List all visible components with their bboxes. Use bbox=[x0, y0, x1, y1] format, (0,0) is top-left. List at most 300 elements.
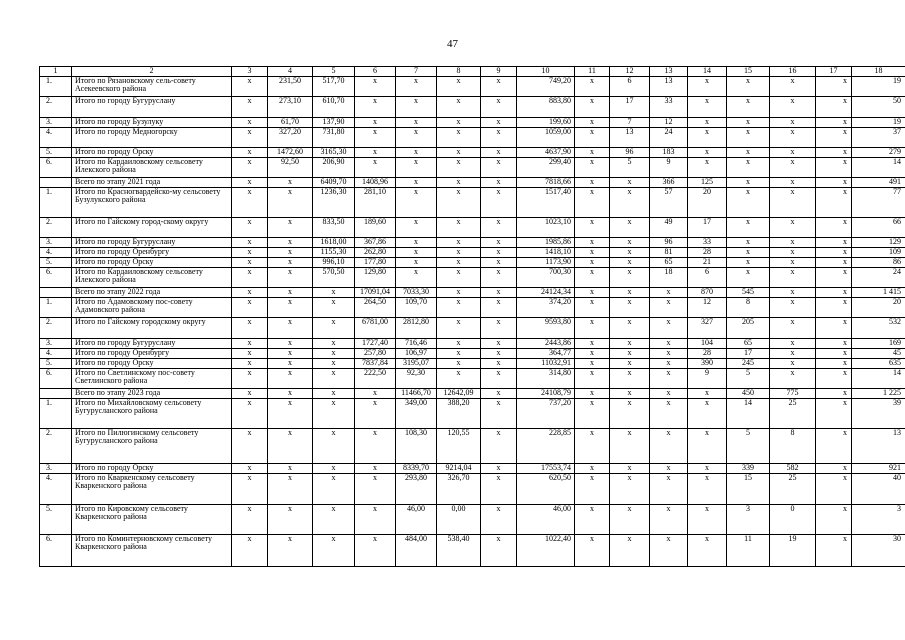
value-cell: х bbox=[313, 388, 355, 398]
value-cell: х bbox=[396, 237, 437, 247]
value-cell: х bbox=[232, 76, 268, 96]
value-cell: х bbox=[770, 96, 816, 117]
value-cell: х bbox=[610, 398, 650, 428]
page-number: 47 bbox=[447, 38, 458, 50]
value-cell: 737,20 bbox=[517, 398, 575, 428]
value-cell: 81 bbox=[650, 247, 688, 257]
value-cell: х bbox=[355, 117, 396, 127]
value-cell: х bbox=[770, 297, 816, 317]
value-cell: 0 bbox=[770, 504, 816, 534]
value-cell: 996,10 bbox=[313, 257, 355, 267]
value-cell: х bbox=[610, 237, 650, 247]
value-cell: 19 bbox=[852, 117, 905, 127]
value-cell: х bbox=[688, 388, 727, 398]
value-cell: 129 bbox=[852, 237, 905, 247]
value-cell: х bbox=[610, 348, 650, 358]
value-cell: х bbox=[481, 287, 517, 297]
column-number-header: 6 bbox=[355, 67, 396, 77]
value-cell: х bbox=[355, 157, 396, 177]
column-number-header: 2 bbox=[72, 67, 232, 77]
row-name-cell: Итого по городу Бугуруслану bbox=[72, 237, 232, 247]
value-cell: 327 bbox=[688, 317, 727, 338]
value-cell: х bbox=[770, 117, 816, 127]
value-cell: х bbox=[313, 534, 355, 566]
value-cell: х bbox=[727, 237, 770, 247]
value-cell: х bbox=[268, 463, 313, 473]
value-cell: 21 bbox=[688, 257, 727, 267]
value-cell: х bbox=[481, 117, 517, 127]
value-cell: х bbox=[727, 267, 770, 287]
value-cell: х bbox=[770, 177, 816, 187]
value-cell: 1418,10 bbox=[517, 247, 575, 257]
value-cell: 169 bbox=[852, 338, 905, 348]
value-cell: х bbox=[232, 297, 268, 317]
value-cell: 1173,90 bbox=[517, 257, 575, 267]
value-cell: х bbox=[481, 398, 517, 428]
value-cell: 1 225 bbox=[852, 388, 905, 398]
value-cell: х bbox=[481, 147, 517, 157]
value-cell: х bbox=[816, 147, 852, 157]
value-cell: х bbox=[816, 388, 852, 398]
value-cell: х bbox=[610, 257, 650, 267]
table-row bbox=[40, 398, 905, 428]
value-cell: х bbox=[268, 338, 313, 348]
value-cell: 13 bbox=[610, 127, 650, 147]
value-cell: х bbox=[268, 187, 313, 217]
value-cell: х bbox=[313, 317, 355, 338]
value-cell: 3195,07 bbox=[396, 358, 437, 368]
value-cell: 716,46 bbox=[396, 338, 437, 348]
value-cell: х bbox=[688, 504, 727, 534]
value-cell: х bbox=[650, 287, 688, 297]
value-cell: 6 bbox=[610, 76, 650, 96]
value-cell: х bbox=[688, 534, 727, 566]
value-cell: х bbox=[650, 338, 688, 348]
value-cell: 390 bbox=[688, 358, 727, 368]
row-number-cell: 4. bbox=[40, 127, 72, 147]
row-name-cell: Итого по городу Орску bbox=[72, 147, 232, 157]
value-cell: х bbox=[232, 534, 268, 566]
value-cell: х bbox=[355, 127, 396, 147]
value-cell: х bbox=[355, 76, 396, 96]
value-cell: х bbox=[610, 177, 650, 187]
value-cell: 17091,04 bbox=[355, 287, 396, 297]
value-cell: 92,50 bbox=[268, 157, 313, 177]
row-number-cell: 6. bbox=[40, 157, 72, 177]
value-cell: х bbox=[575, 388, 610, 398]
row-number-cell: 5. bbox=[40, 358, 72, 368]
value-cell: х bbox=[355, 388, 396, 398]
value-cell: 17 bbox=[688, 217, 727, 237]
value-cell: 8339,70 bbox=[396, 463, 437, 473]
value-cell: 177,80 bbox=[355, 257, 396, 267]
value-cell: 24108,79 bbox=[517, 388, 575, 398]
row-name-cell: Итого по Светлинскому пос-совету Светлинского района bbox=[72, 368, 232, 388]
table-row bbox=[40, 147, 905, 157]
value-cell: 257,80 bbox=[355, 348, 396, 358]
value-cell: х bbox=[688, 398, 727, 428]
value-cell: х bbox=[481, 428, 517, 463]
value-cell: х bbox=[396, 157, 437, 177]
value-cell: х bbox=[575, 287, 610, 297]
table-row bbox=[40, 237, 905, 247]
value-cell: 314,80 bbox=[517, 368, 575, 388]
value-cell: х bbox=[816, 534, 852, 566]
value-cell: х bbox=[481, 338, 517, 348]
value-cell: х bbox=[313, 504, 355, 534]
value-cell: х bbox=[232, 317, 268, 338]
row-number-cell: 4. bbox=[40, 247, 72, 257]
value-cell: х bbox=[481, 348, 517, 358]
value-cell: 1 415 bbox=[852, 287, 905, 297]
value-cell: х bbox=[610, 287, 650, 297]
value-cell: х bbox=[232, 187, 268, 217]
row-number-cell: 3. bbox=[40, 237, 72, 247]
value-cell: х bbox=[575, 187, 610, 217]
row-number-cell: 4. bbox=[40, 473, 72, 504]
value-cell: 13 bbox=[852, 428, 905, 463]
value-cell: 366 bbox=[650, 177, 688, 187]
value-cell: 327,20 bbox=[268, 127, 313, 147]
value-cell: х bbox=[313, 463, 355, 473]
value-cell: 7818,66 bbox=[517, 177, 575, 187]
value-cell: 25 bbox=[770, 398, 816, 428]
value-cell: х bbox=[232, 247, 268, 257]
table-row bbox=[40, 96, 905, 117]
value-cell: х bbox=[575, 177, 610, 187]
value-cell: х bbox=[481, 473, 517, 504]
value-cell: х bbox=[816, 117, 852, 127]
stage-total-row bbox=[40, 287, 905, 297]
value-cell: 206,90 bbox=[313, 157, 355, 177]
value-cell: х bbox=[727, 217, 770, 237]
value-cell: х bbox=[481, 297, 517, 317]
value-cell: х bbox=[481, 358, 517, 368]
row-name-cell: Всего по этапу 2022 года bbox=[72, 287, 232, 297]
column-number-header: 4 bbox=[268, 67, 313, 77]
value-cell: х bbox=[437, 147, 481, 157]
value-cell: 264,50 bbox=[355, 297, 396, 317]
value-cell: х bbox=[481, 76, 517, 96]
value-cell: х bbox=[770, 287, 816, 297]
value-cell: х bbox=[816, 348, 852, 358]
value-cell: х bbox=[437, 267, 481, 287]
value-cell: х bbox=[727, 76, 770, 96]
value-cell: х bbox=[355, 398, 396, 428]
value-cell: х bbox=[268, 247, 313, 257]
value-cell: х bbox=[232, 157, 268, 177]
value-cell: х bbox=[437, 257, 481, 267]
value-cell: х bbox=[575, 257, 610, 267]
value-cell: 7033,30 bbox=[396, 287, 437, 297]
value-cell: х bbox=[232, 388, 268, 398]
value-cell: 349,00 bbox=[396, 398, 437, 428]
value-cell: х bbox=[688, 428, 727, 463]
value-cell: х bbox=[816, 338, 852, 348]
column-number-header: 14 bbox=[688, 67, 727, 77]
value-cell: 9214,04 bbox=[437, 463, 481, 473]
table-row bbox=[40, 257, 905, 267]
value-cell: 1472,60 bbox=[268, 147, 313, 157]
value-cell: х bbox=[232, 473, 268, 504]
value-cell: 109,70 bbox=[396, 297, 437, 317]
value-cell: 2812,80 bbox=[396, 317, 437, 338]
row-number-cell bbox=[40, 388, 72, 398]
value-cell: 65 bbox=[727, 338, 770, 348]
stage-total-row bbox=[40, 388, 905, 398]
value-cell: х bbox=[610, 534, 650, 566]
value-cell: х bbox=[575, 534, 610, 566]
value-cell: х bbox=[575, 157, 610, 177]
value-cell: х bbox=[575, 504, 610, 534]
value-cell: 6 bbox=[688, 267, 727, 287]
table-row bbox=[40, 504, 905, 534]
value-cell: х bbox=[610, 473, 650, 504]
column-number-header: 18 bbox=[852, 67, 905, 77]
value-cell: х bbox=[770, 247, 816, 257]
value-cell: х bbox=[268, 237, 313, 247]
value-cell: 12 bbox=[688, 297, 727, 317]
value-cell: 299,40 bbox=[517, 157, 575, 177]
value-cell: х bbox=[816, 76, 852, 96]
value-cell: х bbox=[313, 287, 355, 297]
value-cell: 538,40 bbox=[437, 534, 481, 566]
value-cell: х bbox=[481, 317, 517, 338]
value-cell: 6781,00 bbox=[355, 317, 396, 338]
value-cell: х bbox=[610, 463, 650, 473]
value-cell: х bbox=[816, 127, 852, 147]
value-cell: х bbox=[610, 267, 650, 287]
value-cell: 17553,74 bbox=[517, 463, 575, 473]
value-cell: х bbox=[437, 338, 481, 348]
value-cell: х bbox=[688, 157, 727, 177]
value-cell: 125 bbox=[688, 177, 727, 187]
value-cell: 367,86 bbox=[355, 237, 396, 247]
value-cell: 24 bbox=[852, 267, 905, 287]
value-cell: 108,30 bbox=[396, 428, 437, 463]
column-number-header: 13 bbox=[650, 67, 688, 77]
value-cell: х bbox=[610, 358, 650, 368]
value-cell: 25 bbox=[770, 473, 816, 504]
column-number-header: 3 bbox=[232, 67, 268, 77]
value-cell: х bbox=[575, 267, 610, 287]
table-header-row bbox=[40, 67, 905, 77]
value-cell: 12 bbox=[650, 117, 688, 127]
value-cell: х bbox=[575, 297, 610, 317]
value-cell: 1155,30 bbox=[313, 247, 355, 257]
value-cell: 11466,70 bbox=[396, 388, 437, 398]
value-cell: х bbox=[650, 398, 688, 428]
value-cell: х bbox=[575, 147, 610, 157]
column-number-header: 9 bbox=[481, 67, 517, 77]
table-row bbox=[40, 534, 905, 566]
value-cell: 3 bbox=[727, 504, 770, 534]
value-cell: 364,77 bbox=[517, 348, 575, 358]
value-cell: х bbox=[688, 76, 727, 96]
value-cell: х bbox=[770, 348, 816, 358]
table-row bbox=[40, 187, 905, 217]
value-cell: 1618,00 bbox=[313, 237, 355, 247]
value-cell: 66 bbox=[852, 217, 905, 237]
row-number-cell bbox=[40, 287, 72, 297]
table-row bbox=[40, 368, 905, 388]
value-cell: х bbox=[770, 187, 816, 217]
value-cell: 700,30 bbox=[517, 267, 575, 287]
value-cell: 15 bbox=[727, 473, 770, 504]
value-cell: х bbox=[816, 187, 852, 217]
table-row bbox=[40, 117, 905, 127]
row-name-cell: Итого по городу Орску bbox=[72, 463, 232, 473]
value-cell: 86 bbox=[852, 257, 905, 267]
value-cell: х bbox=[610, 338, 650, 348]
value-cell: х bbox=[688, 96, 727, 117]
row-name-cell: Итого по городу Оренбургу bbox=[72, 348, 232, 358]
value-cell: х bbox=[396, 96, 437, 117]
row-name-cell: Итого по городу Бугуруслану bbox=[72, 96, 232, 117]
value-cell: 5 bbox=[727, 428, 770, 463]
value-cell: х bbox=[437, 297, 481, 317]
table-row bbox=[40, 338, 905, 348]
value-cell: х bbox=[396, 147, 437, 157]
value-cell: х bbox=[816, 177, 852, 187]
value-cell: х bbox=[268, 217, 313, 237]
value-cell: х bbox=[727, 177, 770, 187]
row-name-cell: Итого по Гайскому город-скому округу bbox=[72, 217, 232, 237]
value-cell: х bbox=[610, 247, 650, 257]
value-cell: х bbox=[437, 247, 481, 257]
table-row bbox=[40, 267, 905, 287]
value-cell: 582 bbox=[770, 463, 816, 473]
value-cell: 532 bbox=[852, 317, 905, 338]
row-name-cell: Итого по Кардаиловскому сельсовету Илекского района bbox=[72, 267, 232, 287]
value-cell: х bbox=[481, 157, 517, 177]
value-cell: х bbox=[481, 127, 517, 147]
value-cell: х bbox=[575, 96, 610, 117]
value-cell: 61,70 bbox=[268, 117, 313, 127]
value-cell: х bbox=[650, 463, 688, 473]
value-cell: х bbox=[313, 358, 355, 368]
value-cell: х bbox=[650, 504, 688, 534]
value-cell: х bbox=[575, 237, 610, 247]
column-number-header: 8 bbox=[437, 67, 481, 77]
value-cell: х bbox=[816, 368, 852, 388]
row-name-cell: Итого по городу Орску bbox=[72, 257, 232, 267]
value-cell: х bbox=[816, 217, 852, 237]
value-cell: х bbox=[396, 217, 437, 237]
value-cell: х bbox=[313, 473, 355, 504]
value-cell: х bbox=[268, 398, 313, 428]
value-cell: 20 bbox=[852, 297, 905, 317]
value-cell: 293,80 bbox=[396, 473, 437, 504]
table-row bbox=[40, 317, 905, 338]
column-number-header: 12 bbox=[610, 67, 650, 77]
value-cell: 20 bbox=[688, 187, 727, 217]
value-cell: х bbox=[268, 388, 313, 398]
value-cell: х bbox=[232, 358, 268, 368]
value-cell: х bbox=[268, 297, 313, 317]
value-cell: х bbox=[437, 348, 481, 358]
value-cell: х bbox=[816, 287, 852, 297]
value-cell: 484,00 bbox=[396, 534, 437, 566]
value-cell: 731,80 bbox=[313, 127, 355, 147]
value-cell: х bbox=[232, 428, 268, 463]
value-cell: х bbox=[396, 76, 437, 96]
value-cell: 199,60 bbox=[517, 117, 575, 127]
value-cell: х bbox=[610, 187, 650, 217]
value-cell: х bbox=[688, 147, 727, 157]
row-number-cell: 2. bbox=[40, 428, 72, 463]
value-cell: х bbox=[816, 504, 852, 534]
value-cell: х bbox=[232, 463, 268, 473]
table-row bbox=[40, 76, 905, 96]
value-cell: 2443,86 bbox=[517, 338, 575, 348]
value-cell: х bbox=[313, 297, 355, 317]
value-cell: 65 bbox=[650, 257, 688, 267]
row-number-cell: 2. bbox=[40, 96, 72, 117]
value-cell: 749,20 bbox=[517, 76, 575, 96]
value-cell: х bbox=[816, 297, 852, 317]
value-cell: х bbox=[650, 534, 688, 566]
value-cell: х bbox=[610, 428, 650, 463]
value-cell: х bbox=[688, 463, 727, 473]
column-number-header: 15 bbox=[727, 67, 770, 77]
value-cell: 4637,90 bbox=[517, 147, 575, 157]
value-cell: х bbox=[268, 267, 313, 287]
value-cell: 620,50 bbox=[517, 473, 575, 504]
value-cell: 635 bbox=[852, 358, 905, 368]
value-cell: 9 bbox=[688, 368, 727, 388]
row-number-cell: 3. bbox=[40, 117, 72, 127]
value-cell: х bbox=[688, 127, 727, 147]
value-cell: 9 bbox=[650, 157, 688, 177]
row-number-cell: 3. bbox=[40, 338, 72, 348]
value-cell: х bbox=[770, 338, 816, 348]
value-cell: х bbox=[481, 463, 517, 473]
value-cell: 1059,00 bbox=[517, 127, 575, 147]
value-cell: х bbox=[232, 217, 268, 237]
value-cell: 570,50 bbox=[313, 267, 355, 287]
value-cell: 24124,34 bbox=[517, 287, 575, 297]
value-cell: х bbox=[481, 534, 517, 566]
value-cell: х bbox=[232, 237, 268, 247]
value-cell: 12642,09 bbox=[437, 388, 481, 398]
value-cell: х bbox=[816, 237, 852, 247]
row-name-cell: Итого по Гайскому городскому округу bbox=[72, 317, 232, 338]
value-cell: х bbox=[437, 287, 481, 297]
value-cell: 57 bbox=[650, 187, 688, 217]
value-cell: 37 bbox=[852, 127, 905, 147]
value-cell: 92,30 bbox=[396, 368, 437, 388]
column-number-header: 5 bbox=[313, 67, 355, 77]
value-cell: х bbox=[437, 187, 481, 217]
value-cell: х bbox=[232, 287, 268, 297]
value-cell: х bbox=[575, 398, 610, 428]
value-cell: х bbox=[355, 534, 396, 566]
value-cell: 46,00 bbox=[517, 504, 575, 534]
column-number-header: 11 bbox=[575, 67, 610, 77]
value-cell: х bbox=[610, 368, 650, 388]
value-cell: х bbox=[232, 348, 268, 358]
value-cell: 883,80 bbox=[517, 96, 575, 117]
value-cell: х bbox=[396, 257, 437, 267]
value-cell: 3165,30 bbox=[313, 147, 355, 157]
value-cell: 610,70 bbox=[313, 96, 355, 117]
value-cell: х bbox=[575, 217, 610, 237]
value-cell: 18 bbox=[650, 267, 688, 287]
value-cell: 9593,80 bbox=[517, 317, 575, 338]
value-cell: 33 bbox=[650, 96, 688, 117]
table-row bbox=[40, 127, 905, 147]
